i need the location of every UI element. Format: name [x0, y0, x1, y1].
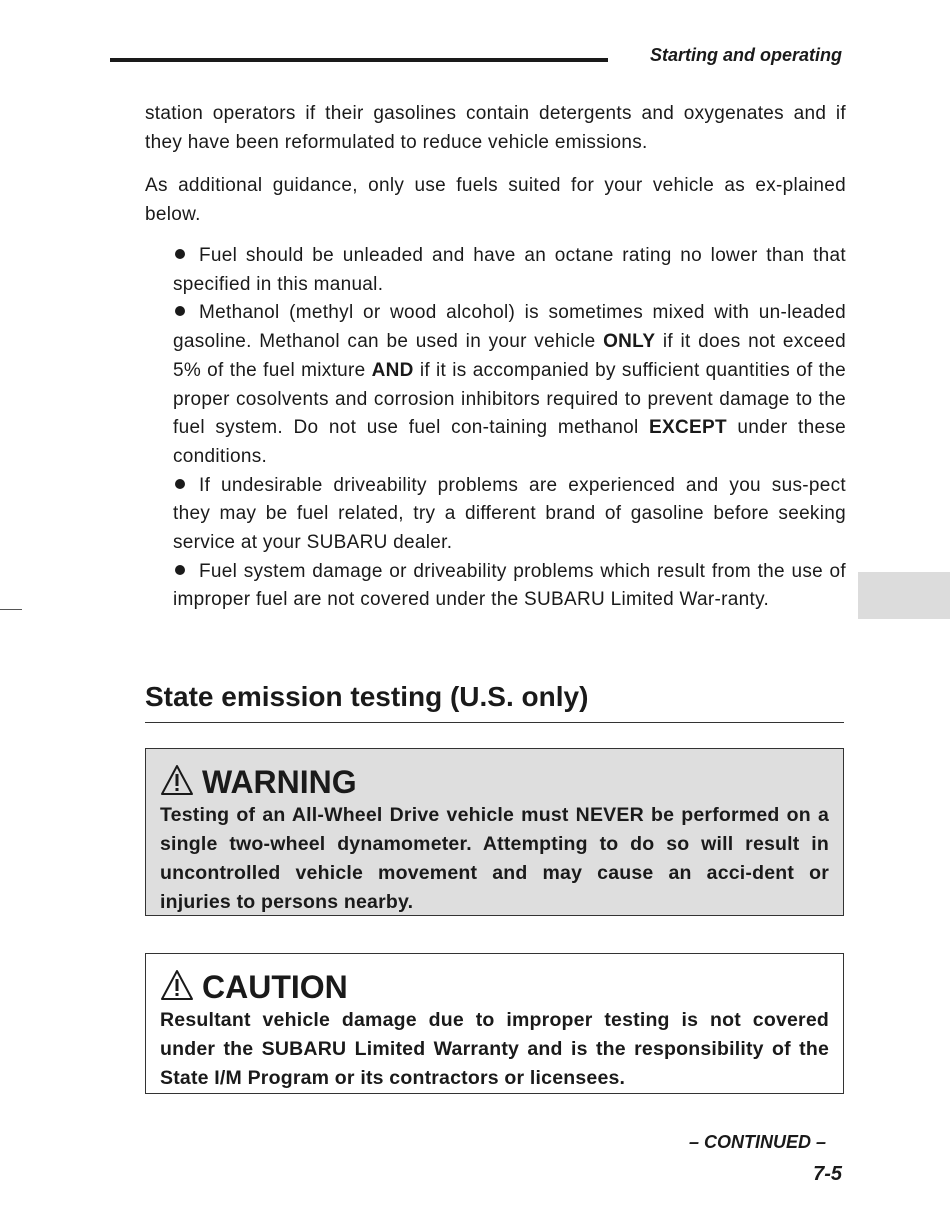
bullet-icon	[175, 565, 185, 575]
list-item-text: Fuel should be unleaded and have an octane rating no lower than that specified in this manual.	[173, 245, 846, 295]
emphasis-and: AND	[371, 359, 414, 381]
list-item	[173, 299, 846, 471]
caution-header	[160, 968, 829, 1004]
list-item-text: if it does not exceed 5% of the fuel mixture	[173, 331, 846, 381]
list-item	[173, 558, 846, 615]
list-item-text: Fuel system damage or driveability problems which result from the use of improper fuel are not covered under the SUBARU Limited War-ranty.	[173, 560, 846, 611]
bullet-icon	[175, 479, 185, 489]
warning-triangle-icon	[160, 969, 194, 1001]
list-item-text: if it is accompanied by sufficient quantities of the proper cosolvents and corrosion inhibitors required to prevent damage to the fuel system. Do not use fuel con-taining methanol	[173, 359, 846, 439]
emphasis-only: ONLY	[603, 331, 656, 353]
list-item-text: under these conditions.	[173, 417, 846, 467]
warning-header	[160, 763, 829, 799]
section-heading: State emission testing (U.S. only)	[145, 678, 844, 723]
chapter-title: Starting and operating	[649, 45, 842, 65]
warning-box	[145, 748, 844, 916]
fuel-guidance-list	[173, 242, 846, 615]
list-item-text: Methanol (methyl or wood alcohol) is sometimes mixed with un-leaded gasoline. Methanol can be used in your vehicle	[173, 302, 846, 353]
caution-text: Resultant vehicle damage due to improper testing is not covered under the SUBARU Limited Warranty and is the responsibility of the State I/M Program or its contractors or licensees.	[160, 1009, 829, 1089]
list-item	[173, 472, 846, 558]
caution-title: CAUTION	[202, 969, 348, 1005]
paragraph-continued: station operators if their gasolines contain detergents and oxygenates and if they have been reformulated to reduce vehicle emissions.	[145, 103, 846, 153]
bullet-icon	[175, 249, 185, 259]
warning-title: WARNING	[202, 764, 357, 800]
caution-box	[145, 953, 844, 1094]
list-item-text: If undesirable driveability problems are experienced and you sus-pect they may be fuel related, try a different brand of gasoline before seeking service at your SUBARU dealer.	[173, 474, 846, 554]
page-number: 7-5	[813, 1163, 842, 1185]
warning-text: Testing of an All-Wheel Drive vehicle must NEVER be performed on a single two-wheel dynamometer. Attempting to do so will result in uncontrolled vehicle movement and may cause an acci-dent or injuries to persons nearby.	[160, 804, 829, 913]
continued-marker: – CONTINUED –	[688, 1132, 826, 1152]
warning-triangle-icon	[160, 764, 194, 796]
paragraph-guidance: As additional guidance, only use fuels suited for your vehicle as ex-plained below.	[145, 175, 846, 225]
bullet-icon	[175, 306, 185, 316]
chapter-side-tab	[858, 572, 950, 619]
header-rule	[110, 58, 608, 62]
margin-tick	[0, 609, 22, 610]
emphasis-except: EXCEPT	[649, 417, 727, 439]
list-item	[173, 242, 846, 299]
